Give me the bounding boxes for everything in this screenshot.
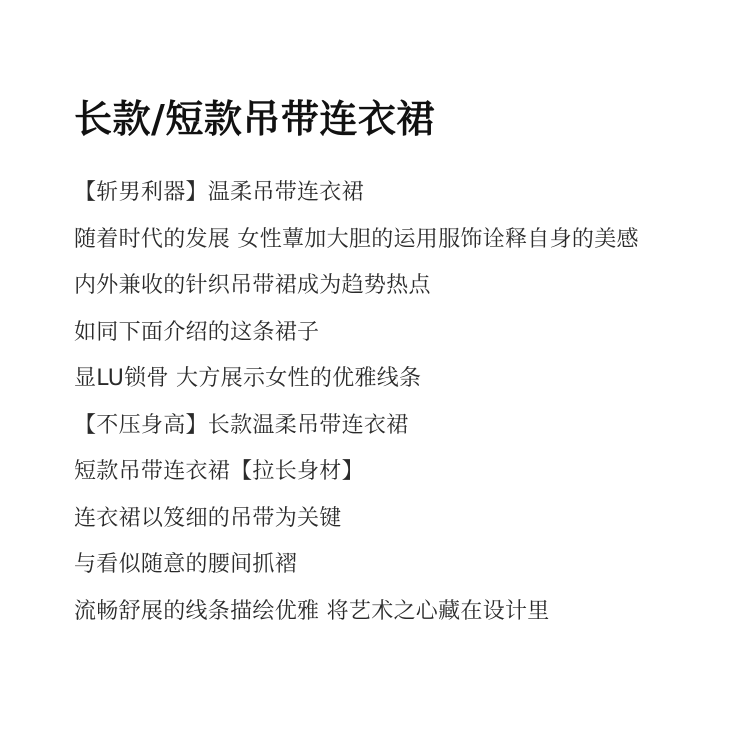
description-line: 流畅舒展的线条描绘优雅 将艺术之心藏在设计里 xyxy=(74,598,550,624)
description-line: 连衣裙以笈细的吊带为关键 xyxy=(74,505,342,531)
description-line: 短款吊带连衣裙【拉长身材】 xyxy=(74,459,364,484)
description-line: 与看似随意的腰间抓褶 xyxy=(74,552,298,577)
description-line: 【不压身高】长款温柔吊带连衣裙 xyxy=(74,412,409,438)
description-list xyxy=(74,174,639,639)
page-title: 长款/短款吊带连衣裙 xyxy=(74,97,435,141)
description-line: 随着时代的发展 女性蕈加大胆的运用服饰诠释自身的美感 xyxy=(74,226,639,252)
description-line: 如同下面介绍的这条裙子 xyxy=(74,319,320,345)
description-line: 内外兼收的针织吊带裙成为趋势热点 xyxy=(74,273,431,298)
description-line: 显LU锁骨 大方展示女性的优雅线条 xyxy=(74,366,422,391)
description-line: 【斩男利器】温柔吊带连衣裙 xyxy=(74,180,364,205)
